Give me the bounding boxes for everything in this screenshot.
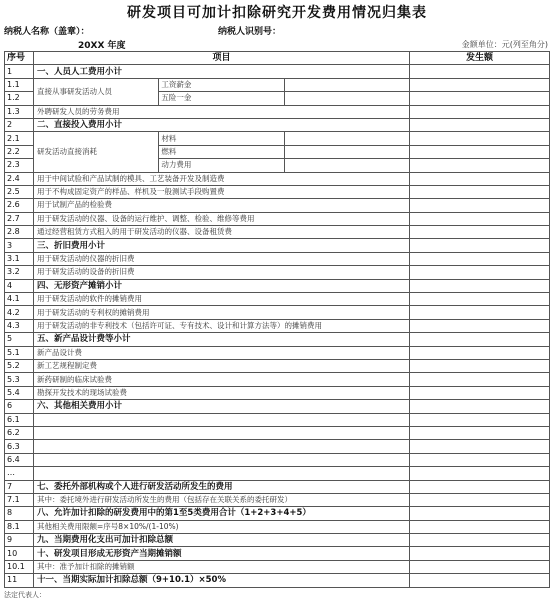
amount-input[interactable] — [410, 413, 550, 426]
row-number: 7.1 — [5, 493, 34, 506]
row-number: 5.3 — [5, 373, 34, 386]
table-row — [5, 574, 550, 587]
row-number: 2 — [5, 118, 34, 131]
table-header-row — [5, 52, 550, 65]
amount-input[interactable] — [410, 172, 550, 185]
row-number: 4.3 — [5, 319, 34, 332]
amount-input[interactable] — [410, 65, 550, 78]
row-number: 2.8 — [5, 226, 34, 239]
row-number: … — [5, 467, 34, 480]
header-item: 项目 — [34, 52, 410, 65]
year-label: 20XX 年度 — [78, 41, 126, 51]
item-label: 新药研制的临床试验费 — [34, 373, 410, 386]
item-label: 新产品设计费 — [34, 346, 410, 359]
amount-input[interactable] — [410, 534, 550, 547]
amount-input[interactable] — [410, 333, 550, 346]
table-row — [5, 467, 550, 480]
item-label: 用于试制产品的检验费 — [34, 199, 410, 212]
table-row — [5, 507, 550, 520]
table-row — [5, 547, 550, 560]
row-number: 1.2 — [5, 92, 34, 105]
row-number: 2.5 — [5, 185, 34, 198]
amount-input[interactable] — [410, 132, 550, 145]
row-number: 7 — [5, 480, 34, 493]
table-row — [5, 306, 550, 319]
amount-input[interactable] — [410, 293, 550, 306]
item-label — [34, 467, 410, 480]
amount-input[interactable] — [410, 359, 550, 372]
item-label: 用于研发活动的设备的折旧费 — [34, 266, 410, 279]
row-number: 10.1 — [5, 560, 34, 573]
table-row — [5, 520, 550, 533]
item-label: 用于研发活动的仪器、设备的运行维护、调整、检验、维修等费用 — [34, 212, 410, 225]
amount-input[interactable] — [410, 226, 550, 239]
table-row — [5, 453, 550, 466]
row-number: 6 — [5, 400, 34, 413]
sub-item-label: 材料 — [159, 132, 284, 145]
amount-input[interactable] — [410, 306, 550, 319]
merged-item-label: 研发活动直接消耗 — [34, 132, 159, 172]
amount-input[interactable] — [410, 574, 550, 587]
row-number: 2.4 — [5, 172, 34, 185]
row-number: 4.2 — [5, 306, 34, 319]
row-number: 11 — [5, 574, 34, 587]
row-number: 6.4 — [5, 453, 34, 466]
amount-input[interactable] — [410, 386, 550, 399]
amount-input[interactable] — [410, 266, 550, 279]
item-label: 新工艺规程制定费 — [34, 359, 410, 372]
item-label: 其中：委托境外进行研发活动所发生的费用（包括存在关联关系的委托研发） — [34, 493, 410, 506]
amount-input[interactable] — [410, 185, 550, 198]
item-label: 用于研发活动的非专利技术（包括许可证、专有技术、设计和计算方法等）的摊销费用 — [34, 319, 410, 332]
header-no: 序号 — [5, 52, 34, 65]
row-number: 5.2 — [5, 359, 34, 372]
amount-input[interactable] — [410, 159, 550, 172]
header-amount: 发生额 — [410, 52, 550, 65]
amount-input[interactable] — [410, 92, 550, 105]
unit-label: 金额单位：元(列至角分) — [461, 40, 548, 49]
amount-input[interactable] — [410, 520, 550, 533]
amount-input[interactable] — [410, 279, 550, 292]
row-number: 4.1 — [5, 293, 34, 306]
table-row — [5, 172, 550, 185]
item-label: 外聘研发人员的劳务费用 — [34, 105, 410, 118]
table-row — [5, 226, 550, 239]
row-number: 5.4 — [5, 386, 34, 399]
row-number: 4 — [5, 279, 34, 292]
sub-item-label: 五险一金 — [159, 92, 284, 105]
item-label: 三、折旧费用小计 — [34, 239, 410, 252]
amount-input[interactable] — [410, 547, 550, 560]
amount-input[interactable] — [410, 212, 550, 225]
item-spacer — [284, 92, 409, 105]
table-row — [5, 346, 550, 359]
table-row — [5, 185, 550, 198]
item-spacer — [284, 78, 409, 91]
item-label: 七、委托外部机构或个人进行研发活动所发生的费用 — [34, 480, 410, 493]
row-number: 3.2 — [5, 266, 34, 279]
table-row — [5, 319, 550, 332]
item-label: 通过经营租赁方式租入的用于研发活动的仪器、设备租赁费 — [34, 226, 410, 239]
sub-item-label: 工资薪金 — [159, 78, 284, 91]
table-row — [5, 266, 550, 279]
item-label: 其中：准予加计扣除的摊销额 — [34, 560, 410, 573]
row-number: 6.1 — [5, 413, 34, 426]
amount-input[interactable] — [410, 239, 550, 252]
amount-input[interactable] — [410, 346, 550, 359]
row-number: 2.1 — [5, 132, 34, 145]
item-label: 用于研发活动的仪器的折旧费 — [34, 252, 410, 265]
row-number: 2.3 — [5, 159, 34, 172]
row-number: 2.6 — [5, 199, 34, 212]
amount-input[interactable] — [410, 105, 550, 118]
item-spacer — [284, 145, 409, 158]
amount-input[interactable] — [410, 252, 550, 265]
sub-item-label: 动力费用 — [159, 159, 284, 172]
item-label: 二、直接投入费用小计 — [34, 118, 410, 131]
amount-input[interactable] — [410, 199, 550, 212]
table-row — [5, 373, 550, 386]
row-number: 6.3 — [5, 440, 34, 453]
item-label — [34, 413, 410, 426]
table-row — [5, 132, 550, 145]
item-label — [34, 440, 410, 453]
item-label: 九、当期费用化支出可加计扣除总额 — [34, 534, 410, 547]
item-label: 十一、当期实际加计扣除总额（9+10.1）×50% — [34, 574, 410, 587]
amount-input[interactable] — [410, 145, 550, 158]
table-row — [5, 78, 550, 91]
amount-input[interactable] — [410, 319, 550, 332]
amount-input[interactable] — [410, 78, 550, 91]
merged-item-label: 直接从事研发活动人员 — [34, 78, 159, 105]
table-row — [5, 386, 550, 399]
table-row — [5, 400, 550, 413]
item-label: 用于中间试验和产品试制的模具、工艺装备开发及制造费 — [34, 172, 410, 185]
row-number: 2.7 — [5, 212, 34, 225]
table-row — [5, 279, 550, 292]
table-row — [5, 212, 550, 225]
table-row — [5, 480, 550, 493]
item-label: 十、研发项目形成无形资产当期摊销额 — [34, 547, 410, 560]
row-number: 2.2 — [5, 145, 34, 158]
amount-input[interactable] — [410, 467, 550, 480]
item-label: 一、人员人工费用小计 — [34, 65, 410, 78]
table-row — [5, 426, 550, 439]
amount-input[interactable] — [410, 507, 550, 520]
table-row — [5, 493, 550, 506]
table-row — [5, 440, 550, 453]
amount-input[interactable] — [410, 118, 550, 131]
item-label: 勘探开发技术的现场试验费 — [34, 386, 410, 399]
amount-input[interactable] — [410, 440, 550, 453]
item-label: 五、新产品设计费等小计 — [34, 333, 410, 346]
item-label: 六、其他相关费用小计 — [34, 400, 410, 413]
table-row — [5, 65, 550, 78]
item-label: 用于研发活动的专利权的摊销费用 — [34, 306, 410, 319]
amount-input[interactable] — [410, 426, 550, 439]
row-number: 1.3 — [5, 105, 34, 118]
amount-input[interactable] — [410, 400, 550, 413]
taxpayer-id-label: 纳税人识别号： — [218, 27, 282, 37]
table-row — [5, 239, 550, 252]
row-number: 3.1 — [5, 252, 34, 265]
table-row — [5, 105, 550, 118]
amount-input[interactable] — [410, 373, 550, 386]
table-row — [5, 333, 550, 346]
item-label: 用于不构成固定资产的样品、样机及一般测试手段购置费 — [34, 185, 410, 198]
amount-input[interactable] — [410, 493, 550, 506]
item-spacer — [284, 159, 409, 172]
item-label: 四、无形资产摊销小计 — [34, 279, 410, 292]
row-number: 5 — [5, 333, 34, 346]
item-label: 八、允许加计扣除的研发费用中的第1至5类费用合计（1+2+3+4+5） — [34, 507, 410, 520]
table-row — [5, 413, 550, 426]
expense-table — [4, 51, 550, 588]
item-label — [34, 426, 410, 439]
form-title: 研发项目可加计扣除研究开发费用情况归集表 — [127, 5, 427, 21]
footer-note: 法定代表人： — [4, 591, 46, 599]
row-number: 10 — [5, 547, 34, 560]
table-row — [5, 560, 550, 573]
row-number: 1.1 — [5, 78, 34, 91]
item-label — [34, 453, 410, 466]
row-number: 6.2 — [5, 426, 34, 439]
table-row — [5, 293, 550, 306]
item-label: 其他相关费用限额=序号8×10%/(1-10%) — [34, 520, 410, 533]
taxpayer-name-label: 纳税人名称（盖章）： — [4, 27, 90, 37]
table-row — [5, 118, 550, 131]
item-label: 用于研发活动的软件的摊销费用 — [34, 293, 410, 306]
item-spacer — [284, 132, 409, 145]
table-row — [5, 252, 550, 265]
table-row — [5, 199, 550, 212]
row-number: 3 — [5, 239, 34, 252]
amount-input[interactable] — [410, 453, 550, 466]
sub-item-label: 燃料 — [159, 145, 284, 158]
table-row — [5, 534, 550, 547]
row-number: 1 — [5, 65, 34, 78]
amount-input[interactable] — [410, 480, 550, 493]
amount-input[interactable] — [410, 560, 550, 573]
row-number: 9 — [5, 534, 34, 547]
row-number: 8.1 — [5, 520, 34, 533]
table-row — [5, 359, 550, 372]
row-number: 5.1 — [5, 346, 34, 359]
row-number: 8 — [5, 507, 34, 520]
